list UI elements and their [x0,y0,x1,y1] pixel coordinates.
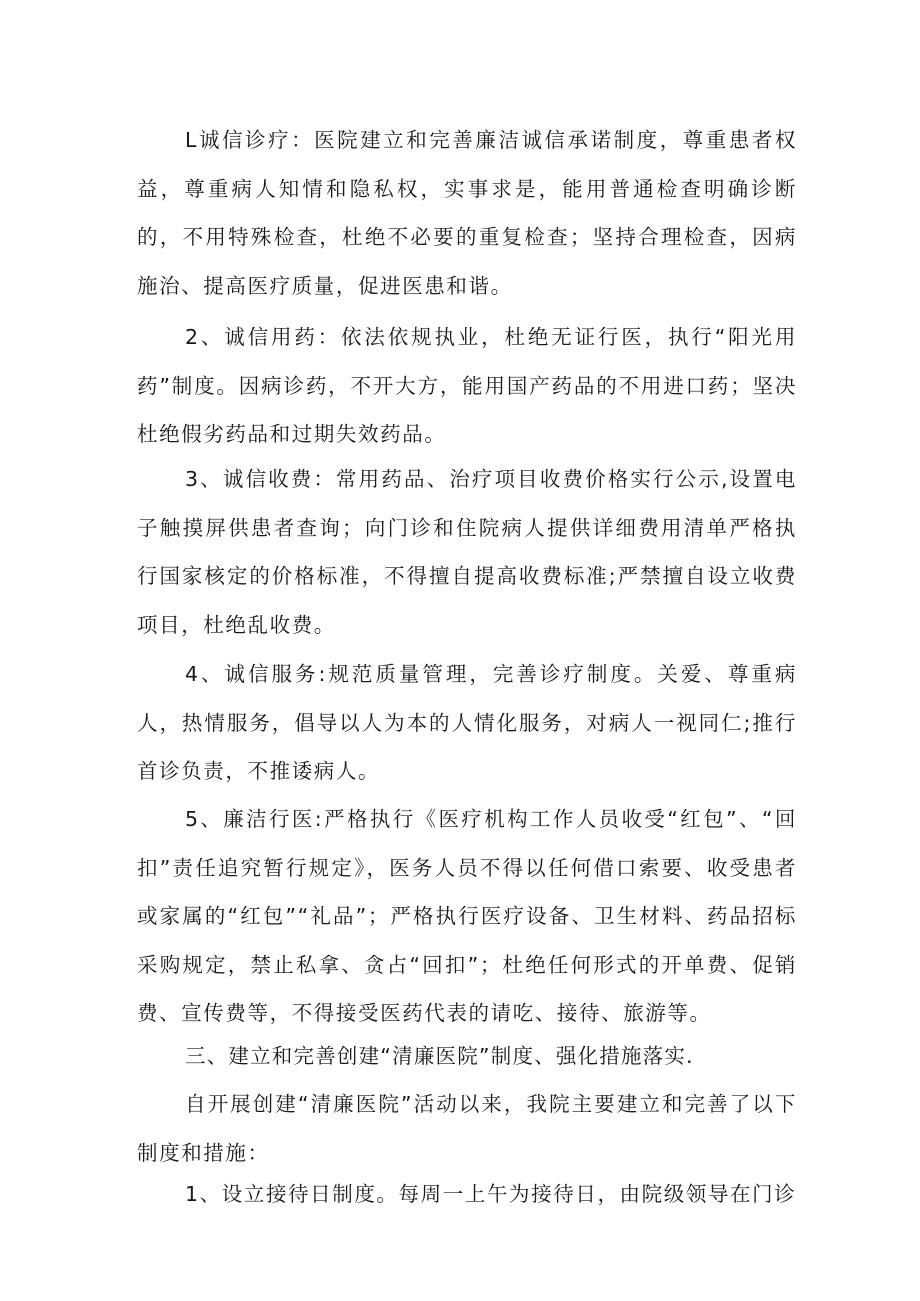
paragraph-honest-medication: 2、诚信用药：依法依规执业，杜绝无证行医，执行“阳光用药”制度。因病诊药，不开大方，能用国产药品的不用进口药；坚决杜绝假劣药品和过期失效药品。 [137,325,797,446]
section-heading-three: 三、建立和完善创建“清廉医院”制度、强化措施落实. [185,1044,694,1068]
paragraph-clean-practice: 5、廉洁行医:严格执行《医疗机构工作人员收受“红包”、“回扣”责任追究暂行规定》，医务人员不得以任何借口索要、收受患者或家属的“红包”“礼品”；严格执行医疗设备、卫生材料、药品招标采购规定，禁止私拿、贪占“回扣”；杜绝任何形式的开单费、促销费、宣传费等，不得接受医药代表的请吃、接待、旅游等。 [137,807,797,1025]
paragraph-intro-measures: 自开展创建“清廉医院”活动以来，我院主要建立和完善了以下制度和措施： [137,1092,797,1165]
paragraph-honest-charging: 3、诚信收费：常用药品、治疗项目收费价格实行公示,设置电子触摸屏供患者查询；向门诊和住院病人提供详细费用清单严格执行国家核定的价格标准，不得擅自提高收费标准;严禁擅自设立收费项目，杜绝乱收费。 [137,467,797,637]
paragraph-honest-service: 4、诚信服务:规范质量管理，完善诊疗制度。关爱、尊重病人，热情服务，倡导以人为本的人情化服务，对病人一视同仁;推行首诊负责，不推诿病人。 [137,662,797,783]
paragraph-reception-day: 1、设立接待日制度。每周一上午为接待日，由院级领导在门诊 [185,1182,797,1206]
paragraph-honest-diagnosis: L诚信诊疗：医院建立和完善廉洁诚信承诺制度，尊重患者权益，尊重病人知情和隐私权，实事求是，能用普通检查明确诊断的，不用特殊检查，杜绝不必要的重复检查；坚持合理检查，因病施治、提高医疗质量，促进医患和谐。 [137,128,797,298]
